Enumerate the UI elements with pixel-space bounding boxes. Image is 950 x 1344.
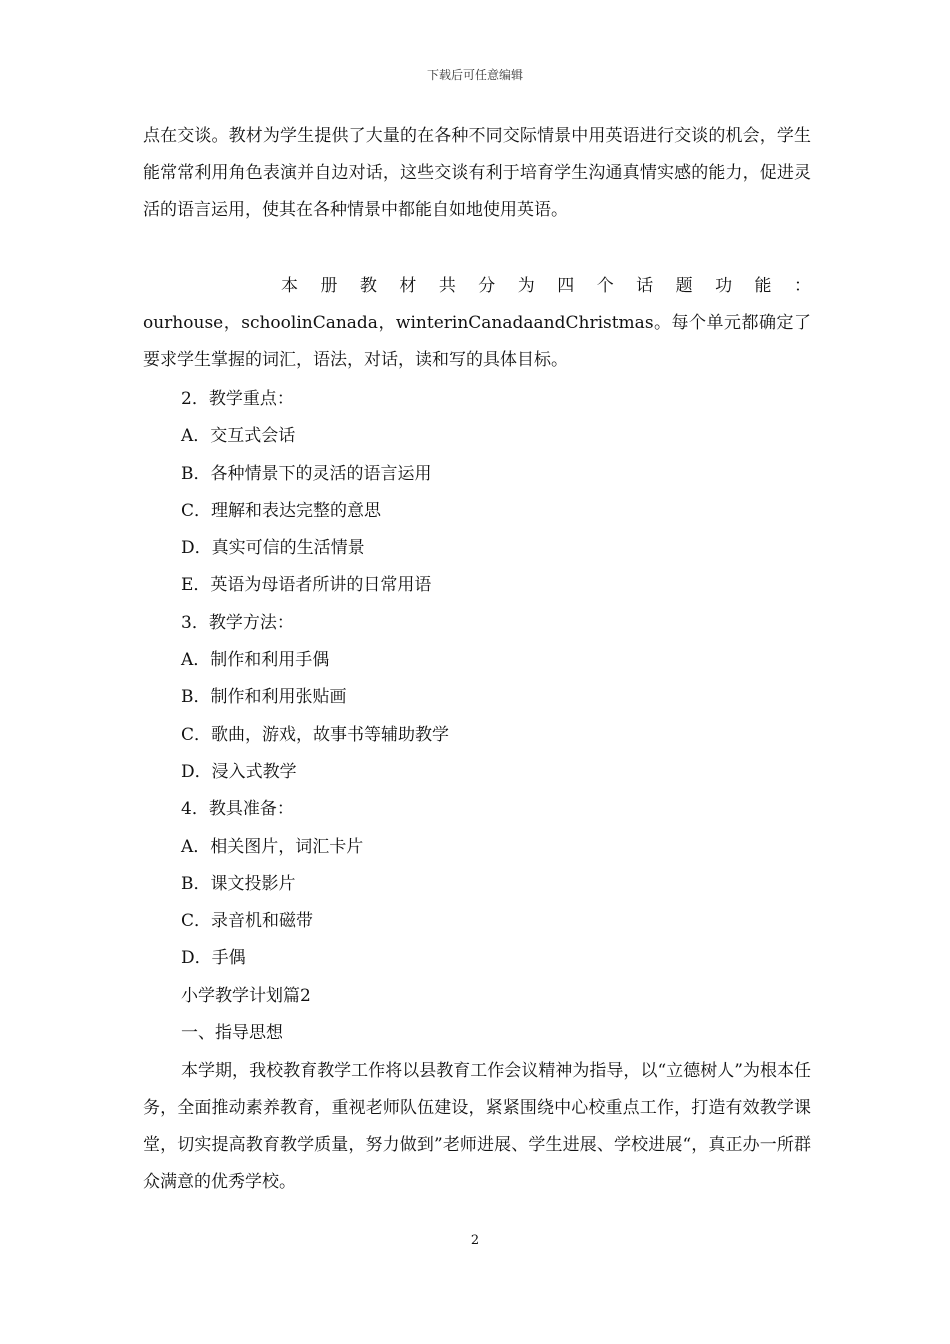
list-item: B．各种情景下的灵活的语言运用 bbox=[181, 463, 432, 484]
list-item: C．理解和表达完整的意思 bbox=[181, 500, 382, 521]
list-item: C．录音机和磁带 bbox=[181, 911, 314, 932]
list-item: D．真实可信的生活情景 bbox=[181, 538, 365, 559]
page-header: 下载后可任意编辑 bbox=[426, 68, 523, 82]
list-item: B．课文投影片 bbox=[181, 873, 296, 894]
topics-rest: ourhouse，schoolinCanada，winterinCanadaandChristmas。每个单元都确定了要求学生掌握的词汇，语法，对话，读和写的具体目标。 bbox=[143, 313, 811, 370]
list-item: A．相关图片，词汇卡片 bbox=[181, 836, 364, 857]
list-item: A．交互式会话 bbox=[181, 426, 296, 447]
section-title: 小学教学计划篇2 bbox=[181, 985, 311, 1006]
list-item: 3．教学方法： bbox=[181, 612, 294, 633]
list-item: B．制作和利用张贴画 bbox=[181, 687, 347, 708]
list-item: C．歌曲，游戏，故事书等辅助教学 bbox=[181, 724, 450, 745]
list-item: D．手偶 bbox=[181, 948, 246, 969]
topics-paragraph bbox=[143, 268, 811, 379]
subsection-heading: 一、指导思想 bbox=[181, 1023, 283, 1044]
page-number: 2 bbox=[470, 1233, 480, 1248]
list-item: A．制作和利用手偶 bbox=[181, 650, 330, 671]
topics-line1: 本册教材共分为四个话题功能： bbox=[281, 276, 811, 296]
list-item: D．浸入式教学 bbox=[181, 761, 297, 782]
intro-paragraph: 点在交谈。教材为学生提供了大量的在各种不同交际情景中用英语进行交谈的机会，学生能常常利用角色表演并自边对话，这些交谈有利于培育学生沟通真情实感的能力，促进灵活的语言运用，使其在各种情景中都能自如地使用英语。 bbox=[143, 126, 811, 220]
guiding-paragraph: 本学期，我校教育教学工作将以县教育工作会议精神为指导，以“立德树人”为根本任务，全面推动素养教育，重视老师队伍建设，紧紧围绕中心校重点工作，打造有效教学课堂，切实提高教育教学质量，努力做到”老师进展、学生进展、学校进展“，真正办一所群众满意的优秀学校。 bbox=[143, 1061, 811, 1192]
list-item: 2．教学重点： bbox=[181, 389, 294, 409]
list-item: 4．教具准备： bbox=[181, 799, 294, 820]
list-item: E．英语为母语者所讲的日常用语 bbox=[181, 575, 432, 596]
plan-list bbox=[181, 381, 449, 1052]
